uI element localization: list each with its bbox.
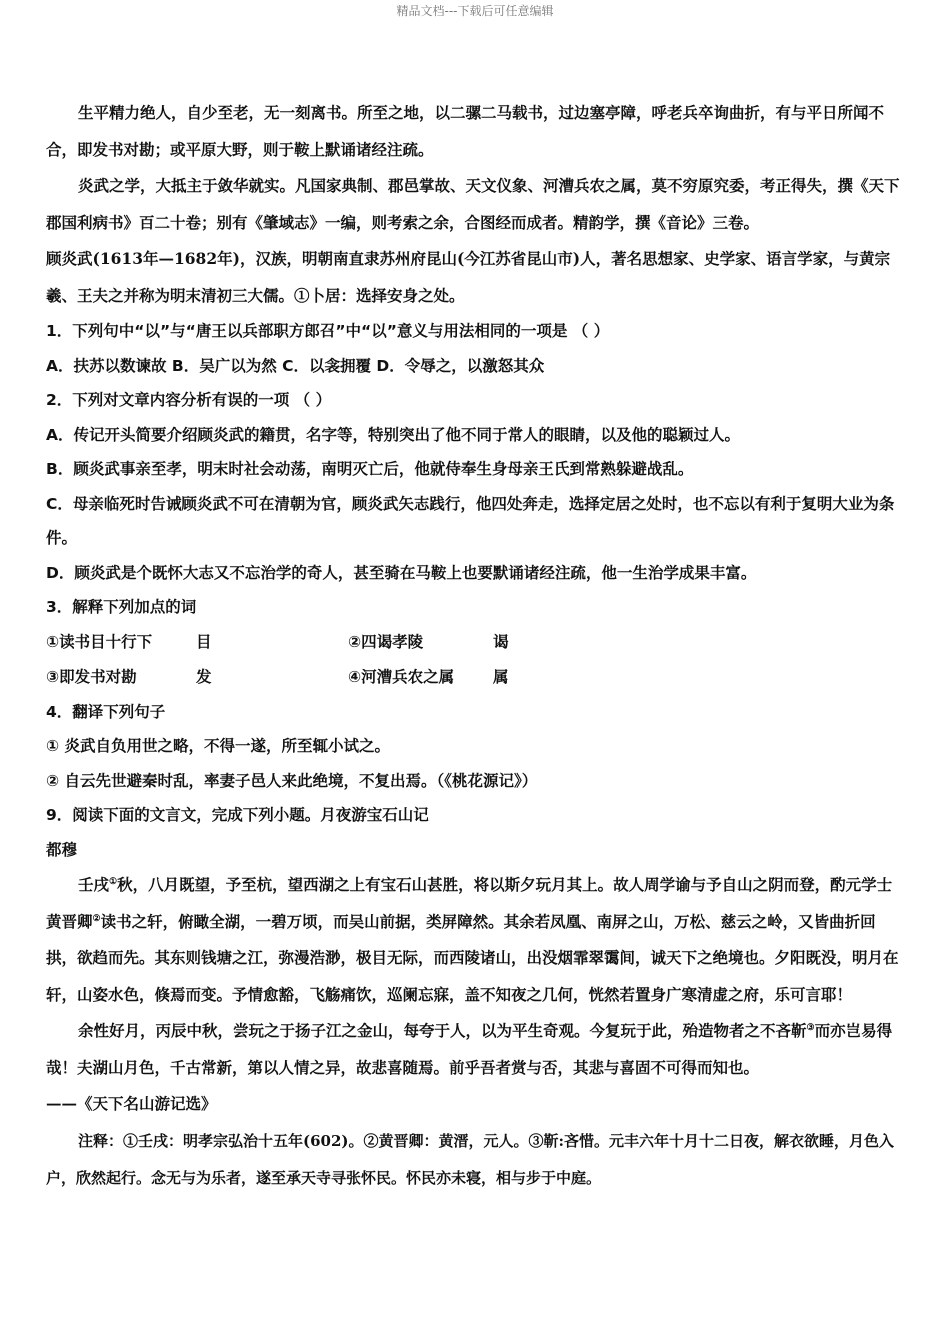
passage2-source: ——《天下名山游记选》 [46,1094,217,1113]
question-2-stem: 2．下列对文章内容分析有误的一项 （ ） [46,391,332,409]
q3-item-1-phrase: ①读书目十行下 [46,632,153,651]
passage1-paragraph-3: 顾炎武(1613年—1682年)，汉族，明朝南直隶苏州府昆山(今江苏省昆山市)人，著名思想家、史学家、语言学家，与黄宗羲、王夫之并称为明末清初三大儒。①卜居：选择安身之处。 [46,249,891,305]
passage2-author: 都穆 [46,840,78,859]
q3-item-2-phrase: ②四谒孝陵 [348,632,424,651]
footnote-mark-1: ① [109,876,118,887]
passage2-notes: 注释：①壬戌：明孝宗弘治十五年(602)。②黄晋卿：黄溍，元人。③靳:吝惜。元丰六年十月十二日夜，解衣欲睡，月色入户，欣然起行。念无与为乐者，遂至承天寺寻张怀民。怀民亦未寝，相与步于中庭。 [46,1131,895,1187]
p2-p2-part-a: 余性好月，丙辰中秋，尝玩之于扬子江之金山，每夸于人，以为平生奇观。今复玩于此，殆造物者之不吝靳 [78,1021,807,1040]
question-2-option-a: A．传记开头简要介绍顾炎武的籍贯，名字等，特别突出了他不同于常人的眼睛，以及他的聪颖过人。 [46,425,740,444]
q3-item-4-phrase: ④河漕兵农之属 [348,667,455,686]
q3-item-1-word: 目 [196,632,212,651]
p2-p1-part-b: 秋，八月既望，予至杭，望西湖之上有宝石山甚胜，将以斯夕玩月其上。故人周学谕与予自山之阴而登，酌元学士黄晋卿 [46,875,893,931]
passage1-paragraph-2: 炎武之学，大抵主于敛华就实。凡国家典制、郡邑掌故、天文仪象、河漕兵农之属，莫不穷原究委，考正得失，撰《天下郡国利病书》百二十卷；别有《肇域志》一编，则考索之余，合图经而成者。精韵学，撰《音论》三卷。 [46,176,900,232]
document-body [46,95,904,1197]
page-header: 精品文档---下载后可任意编辑 [396,4,554,18]
question-3-stem: 3．解释下列加点的词 [46,598,197,616]
passage2-paragraph-2 [46,1013,904,1086]
p2-p1-part-a: 壬戌 [78,875,110,894]
q3-item-2-word: 谒 [493,632,509,651]
question-2-option-b: B．顾炎武事亲至孝，明末时社会动荡，南明灭亡后，他就侍奉生身母亲王氏到常熟躲避战乱。 [46,460,694,478]
q3-item-3-phrase: ③即发书对勘 [46,667,137,686]
footnote-mark-2: ② [92,913,101,924]
p2-p2-part-b: 而亦岂易得哉！夫湖山月色，千古常新，第以人情之异，故悲喜随焉。前乎吾者赏与否，其悲与喜固不可得而知也。 [46,1021,893,1077]
passage2-paragraph-1 [46,867,904,1013]
question-3-row-2 [46,660,904,695]
question-3-row-1 [46,625,904,660]
question-9-stem: 9．阅读下面的文言文，完成下列小题。月夜游宝石山记 [46,806,429,824]
p2-p1-part-c: 读书之轩，俯瞰全湖，一碧万顷，而吴山前据，类屏障然。其余若凤凰、南屏之山，万松、慈云之岭，又皆曲折回拱，欲趋而先。其东则钱塘之江，弥漫浩渺，极目无际，而西陵诸山，出没烟霏翠霭间，诚天下之绝境也。夕阳既没，明月在轩，山姿水色，倏焉而变。予情愈豁，飞觞痛饮，巡阑忘寐，盖不知夜之几何，恍然若置身广寒清虚之府，乐可言耶！ [46,911,899,1004]
question-2-option-d: D．顾炎武是个既怀大志又不忘治学的奇人，甚至骑在马鞍上也要默诵诸经注疏，他一生治学成果丰富。 [46,563,757,582]
question-2-option-c: C．母亲临死时告诫顾炎武不可在清朝为官，顾炎武矢志践行，他四处奔走，选择定居之处时，也不忘以有利于复明大业为条件。 [46,494,895,547]
q3-item-3-word: 发 [196,667,212,686]
question-1-options: A．扶苏以数谏故 B．吴广以为然 C．以衾拥覆 D．令辱之，以激怒其众 [46,356,545,375]
question-4-stem: 4．翻译下列句子 [46,702,166,721]
passage1-paragraph-1: 生平精力绝人，自少至老，无一刻离书。所至之地，以二骡二马载书，过边塞亭障，呼老兵卒询曲折，有与平日所闻不合，即发书对勘；或平原大野，则于鞍上默诵诸经注疏。 [46,103,885,159]
question-4-sentence-2: ② 自云先世避秦时乱，率妻子邑人来此绝境，不复出焉。（《桃花源记》） [46,771,538,790]
q3-item-4-word: 属 [493,667,509,686]
question-4-sentence-1: ① 炎武自负用世之略，不得一遂，所至辄小试之。 [46,737,391,755]
footnote-mark-3: ③ [806,1022,815,1033]
question-1-stem: 1．下列句中“以”与“唐王以兵部职方郎召”中“以”意义与用法相同的一项是 （ ） [46,322,610,340]
